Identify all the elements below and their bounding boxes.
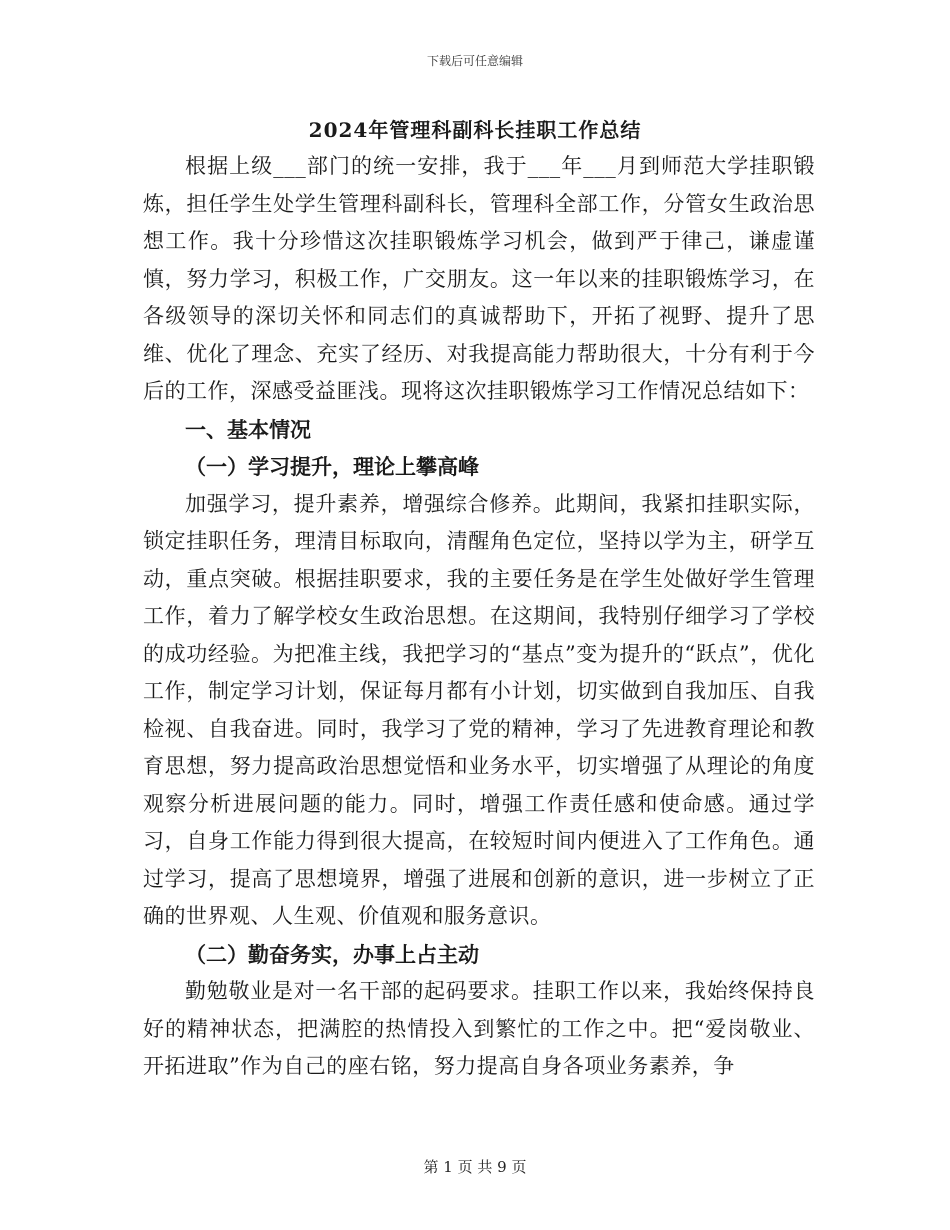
- subsection-heading-diligence: （二）勤奋务实，办事上占主动: [185, 941, 479, 967]
- section-heading-basic-situation: 一、基本情况: [185, 416, 311, 442]
- subsection-heading-study: （一）学习提升，理论上攀高峰: [185, 454, 479, 479]
- page-number: 第 1 页 共 9 页: [423, 1158, 527, 1176]
- intro-paragraph: 根据上级___部门的统一安排，我于___年___月到师范大学挂职锻炼，担任学生处学生管理科副科长，管理科全部工作，分管女生政治思想工作。我十分珍惜这次挂职锻炼学习机会，做到严于律己，谦虚谨慎，努力学习，积极工作，广交朋友。这一年以来的挂职锻炼学习，在各级领导的深切关怀和同志们的真诚帮助下，开拓了视野、提升了思维、优化了理念、充实了经历、对我提高能力帮助很大，十分有利于今后的工作，深感受益匪浅。现将这次挂职锻炼学习工作情况总结如下：: [143, 154, 815, 403]
- document-title: 2024年管理科副科长挂职工作总结: [308, 118, 642, 142]
- document-body: [143, 148, 815, 1086]
- diligence-paragraph: 勤勉敬业是对一名干部的起码要求。挂职工作以来，我始终保持良好的精神状态，把满腔的热情投入到繁忙的工作之中。把“爱岗敬业、开拓进取”作为自己的座右铭，努力提高自身各项业务素养，争: [143, 979, 815, 1078]
- header-note: 下载后可任意编辑: [426, 54, 523, 68]
- study-paragraph: 加强学习，提升素养，增强综合修养。此期间，我紧扣挂职实际，锁定挂职任务，理清目标取向，清醒角色定位，坚持以学为主，研学互动，重点突破。根据挂职要求，我的主要任务是在学生处做好学生管理工作，着力了解学校女生政治思想。在这期间，我特别仔细学习了学校的成功经验。为把准主线，我把学习的“基点”变为提升的“跃点”，优化工作，制定学习计划，保证每月都有小计划，切实做到自我加压、自我检视、自我奋进。同时，我学习了党的精神，学习了先进教育理论和教育思想，努力提高政治思想觉悟和业务水平，切实增强了从理论的角度观察分析进展问题的能力。同时，增强工作责任感和使命感。通过学习，自身工作能力得到很大提高，在较短时间内便进入了工作角色。通过学习，提高了思想境界，增强了进展和创新的意识，进一步树立了正确的世界观、人生观、价值观和服务意识。: [143, 491, 815, 928]
